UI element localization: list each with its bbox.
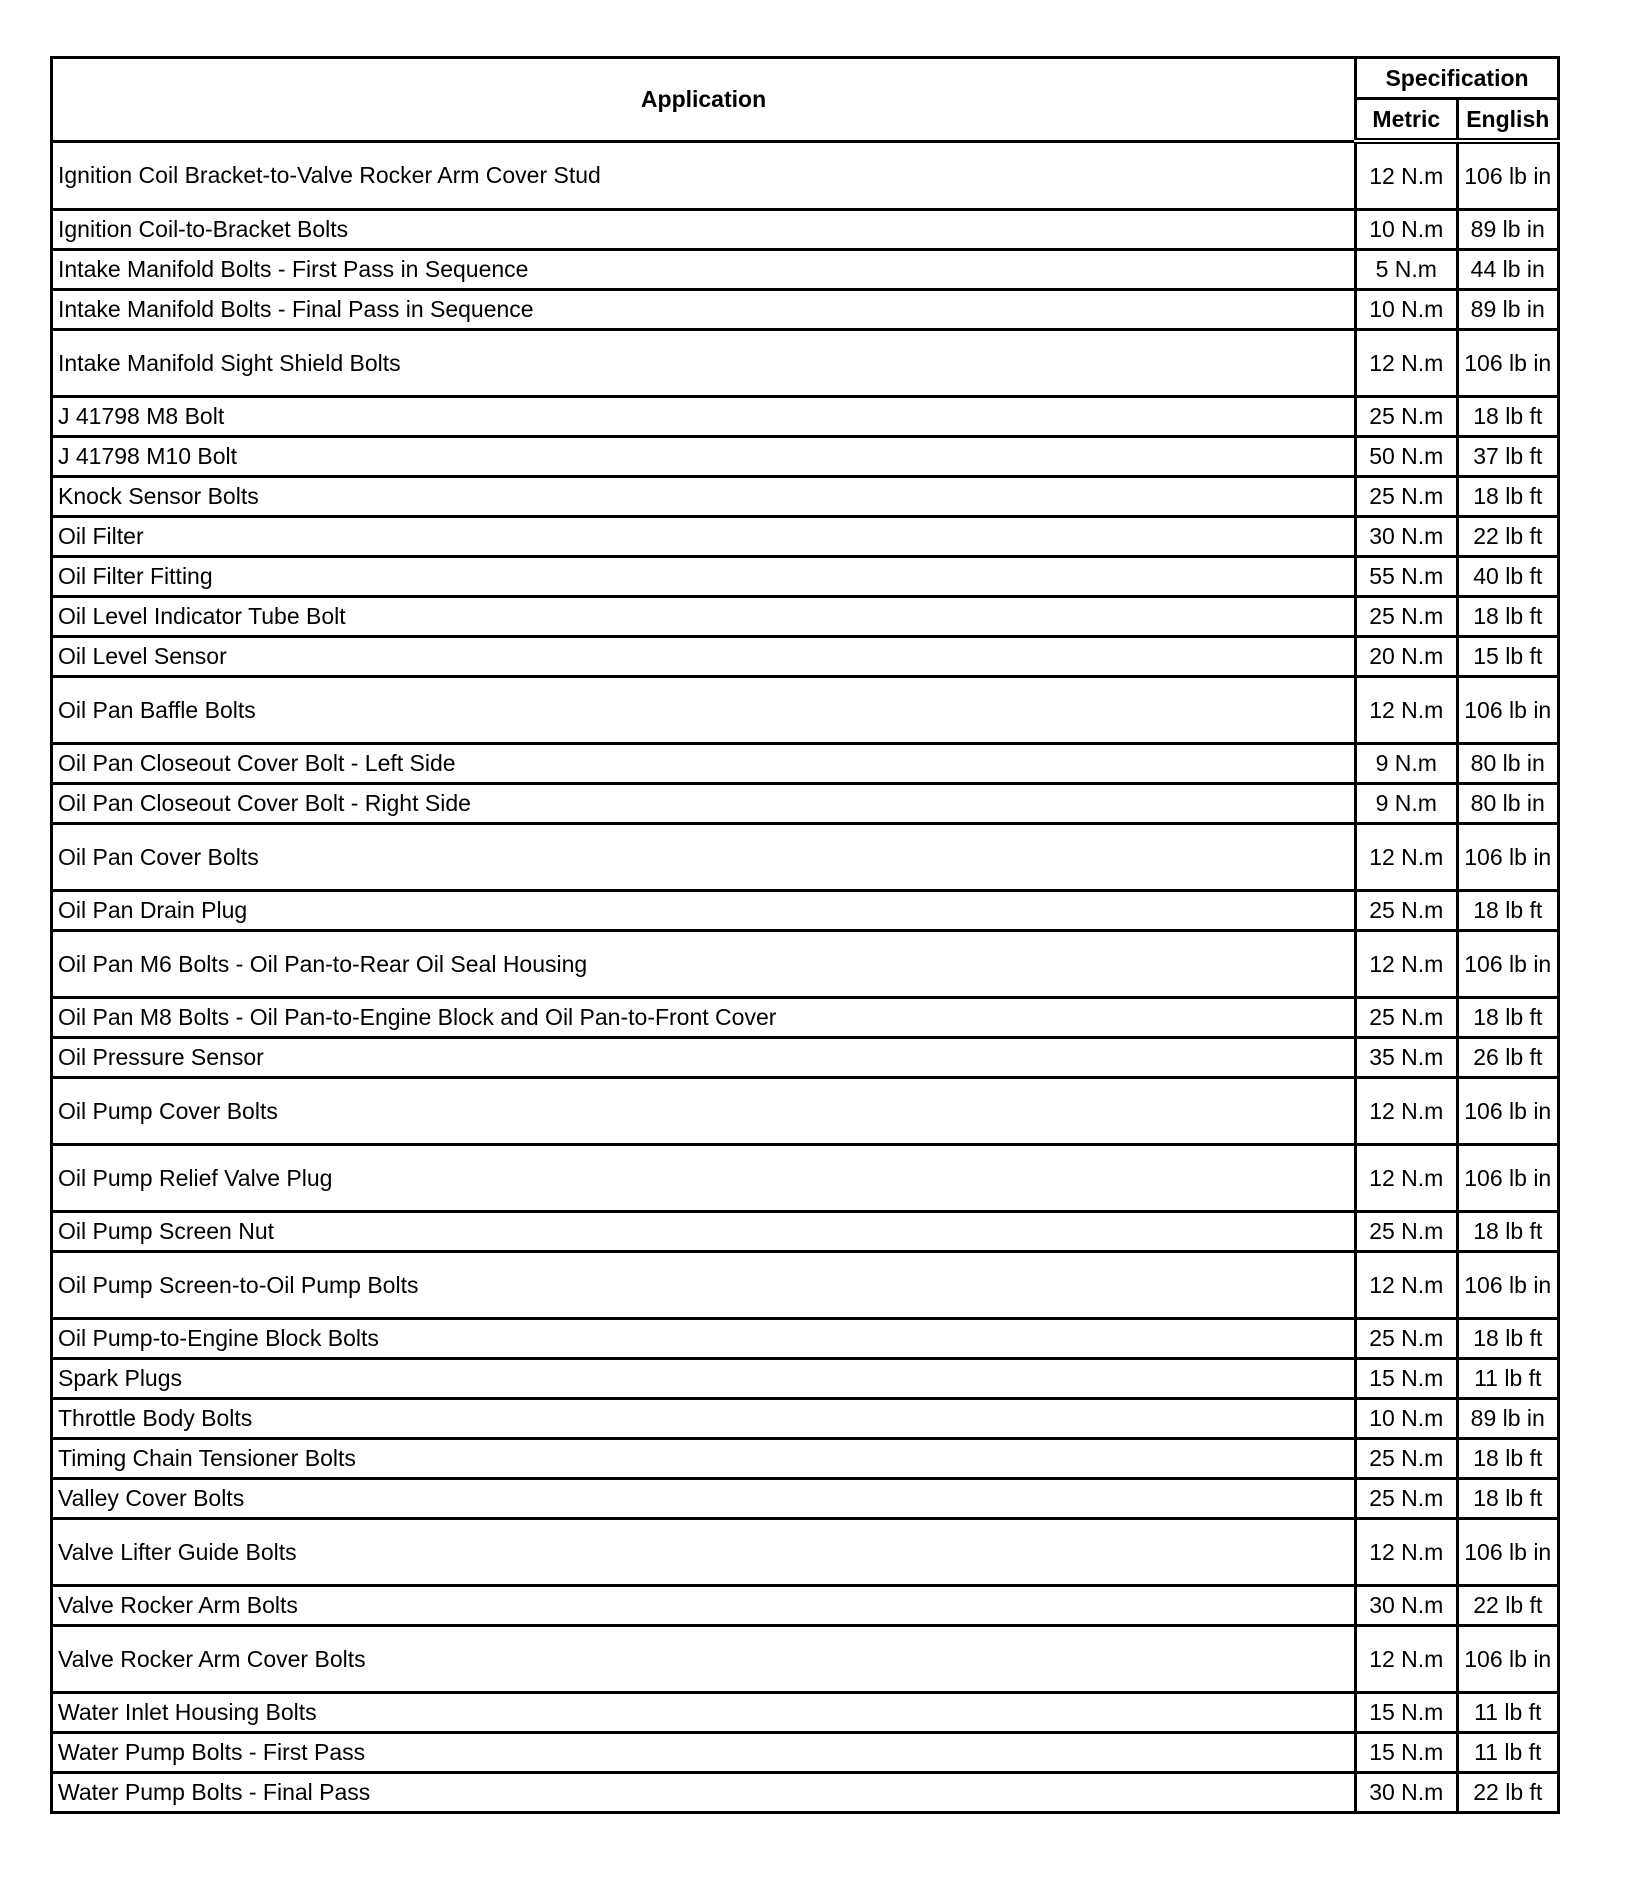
metric-cell: 25 N.m — [1356, 1319, 1457, 1359]
english-cell: 18 lb ft — [1457, 1212, 1558, 1252]
application-cell: Valley Cover Bolts — [52, 1479, 1356, 1519]
english-cell: 22 lb ft — [1457, 1773, 1558, 1813]
application-cell: Oil Filter Fitting — [52, 557, 1356, 597]
application-cell: Valve Rocker Arm Bolts — [52, 1586, 1356, 1626]
metric-cell: 12 N.m — [1356, 1145, 1457, 1212]
application-cell: Ignition Coil-to-Bracket Bolts — [52, 210, 1356, 250]
metric-cell: 20 N.m — [1356, 637, 1457, 677]
application-cell: Throttle Body Bolts — [52, 1399, 1356, 1439]
metric-cell: 25 N.m — [1356, 1479, 1457, 1519]
english-cell: 80 lb in — [1457, 784, 1558, 824]
english-cell: 37 lb ft — [1457, 437, 1558, 477]
english-cell: 26 lb ft — [1457, 1038, 1558, 1078]
english-cell: 106 lb in — [1457, 330, 1558, 397]
table-row — [52, 1693, 1559, 1733]
table-row — [52, 931, 1559, 998]
english-cell: 11 lb ft — [1457, 1733, 1558, 1773]
english-cell: 18 lb ft — [1457, 477, 1558, 517]
english-cell: 15 lb ft — [1457, 637, 1558, 677]
table-row — [52, 517, 1559, 557]
metric-cell: 25 N.m — [1356, 597, 1457, 637]
metric-cell: 25 N.m — [1356, 1439, 1457, 1479]
english-cell: 106 lb in — [1457, 1145, 1558, 1212]
table-row — [52, 597, 1559, 637]
application-cell: Oil Pan Cover Bolts — [52, 824, 1356, 891]
table-row — [52, 1145, 1559, 1212]
metric-cell: 12 N.m — [1356, 1078, 1457, 1145]
metric-cell: 12 N.m — [1356, 1252, 1457, 1319]
table-row — [52, 1359, 1559, 1399]
application-cell: Oil Pump Screen-to-Oil Pump Bolts — [52, 1252, 1356, 1319]
application-cell: Water Pump Bolts - Final Pass — [52, 1773, 1356, 1813]
table-row — [52, 1212, 1559, 1252]
english-cell: 18 lb ft — [1457, 1479, 1558, 1519]
table-row — [52, 1773, 1559, 1813]
metric-cell: 15 N.m — [1356, 1359, 1457, 1399]
application-cell: Oil Pressure Sensor — [52, 1038, 1356, 1078]
table-row — [52, 1439, 1559, 1479]
english-cell: 106 lb in — [1457, 1519, 1558, 1586]
table-row — [52, 250, 1559, 290]
metric-cell: 12 N.m — [1356, 931, 1457, 998]
english-cell: 80 lb in — [1457, 744, 1558, 784]
metric-cell: 10 N.m — [1356, 290, 1457, 330]
application-cell: Ignition Coil Bracket-to-Valve Rocker Arm Cover Stud — [52, 141, 1356, 210]
application-cell: Intake Manifold Bolts - Final Pass in Sequence — [52, 290, 1356, 330]
metric-cell: 10 N.m — [1356, 1399, 1457, 1439]
english-cell: 106 lb in — [1457, 677, 1558, 744]
torque-spec-table — [50, 56, 1560, 1814]
metric-cell: 15 N.m — [1356, 1693, 1457, 1733]
application-cell: Water Pump Bolts - First Pass — [52, 1733, 1356, 1773]
application-cell: J 41798 M10 Bolt — [52, 437, 1356, 477]
table-row — [52, 891, 1559, 931]
metric-cell: 55 N.m — [1356, 557, 1457, 597]
english-cell: 11 lb ft — [1457, 1359, 1558, 1399]
application-cell: Oil Pan Closeout Cover Bolt - Left Side — [52, 744, 1356, 784]
metric-cell: 30 N.m — [1356, 1773, 1457, 1813]
table-row — [52, 210, 1559, 250]
table-row — [52, 784, 1559, 824]
application-cell: Timing Chain Tensioner Bolts — [52, 1439, 1356, 1479]
application-cell: Oil Filter — [52, 517, 1356, 557]
english-cell: 106 lb in — [1457, 824, 1558, 891]
metric-cell: 9 N.m — [1356, 744, 1457, 784]
metric-cell: 50 N.m — [1356, 437, 1457, 477]
metric-cell: 9 N.m — [1356, 784, 1457, 824]
metric-cell: 25 N.m — [1356, 998, 1457, 1038]
application-cell: Knock Sensor Bolts — [52, 477, 1356, 517]
english-cell: 106 lb in — [1457, 931, 1558, 998]
table-row — [52, 330, 1559, 397]
english-cell: 89 lb in — [1457, 210, 1558, 250]
metric-cell: 25 N.m — [1356, 397, 1457, 437]
metric-cell: 12 N.m — [1356, 141, 1457, 210]
application-cell: Oil Pump Cover Bolts — [52, 1078, 1356, 1145]
application-cell: Valve Lifter Guide Bolts — [52, 1519, 1356, 1586]
table-row — [52, 1319, 1559, 1359]
table-row — [52, 1586, 1559, 1626]
metric-cell: 10 N.m — [1356, 210, 1457, 250]
table-row — [52, 1519, 1559, 1586]
english-cell: 18 lb ft — [1457, 891, 1558, 931]
english-cell: 106 lb in — [1457, 1626, 1558, 1693]
application-cell: Valve Rocker Arm Cover Bolts — [52, 1626, 1356, 1693]
table-row — [52, 477, 1559, 517]
metric-cell: 12 N.m — [1356, 1626, 1457, 1693]
english-cell: 18 lb ft — [1457, 397, 1558, 437]
header-metric: Metric — [1356, 99, 1457, 142]
english-cell: 89 lb in — [1457, 290, 1558, 330]
metric-cell: 30 N.m — [1356, 517, 1457, 557]
table-row — [52, 1626, 1559, 1693]
metric-cell: 12 N.m — [1356, 677, 1457, 744]
header-application: Application — [52, 58, 1356, 142]
table-row — [52, 824, 1559, 891]
table-row — [52, 1399, 1559, 1439]
english-cell: 18 lb ft — [1457, 597, 1558, 637]
english-cell: 22 lb ft — [1457, 1586, 1558, 1626]
table-row — [52, 1733, 1559, 1773]
application-cell: Oil Pump-to-Engine Block Bolts — [52, 1319, 1356, 1359]
table-row — [52, 1252, 1559, 1319]
english-cell: 89 lb in — [1457, 1399, 1558, 1439]
table-row — [52, 397, 1559, 437]
table-row — [52, 1038, 1559, 1078]
english-cell: 18 lb ft — [1457, 1439, 1558, 1479]
metric-cell: 12 N.m — [1356, 1519, 1457, 1586]
table-row — [52, 744, 1559, 784]
english-cell: 40 lb ft — [1457, 557, 1558, 597]
application-cell: Intake Manifold Sight Shield Bolts — [52, 330, 1356, 397]
metric-cell: 30 N.m — [1356, 1586, 1457, 1626]
application-cell: J 41798 M8 Bolt — [52, 397, 1356, 437]
application-cell: Intake Manifold Bolts - First Pass in Sequence — [52, 250, 1356, 290]
application-cell: Water Inlet Housing Bolts — [52, 1693, 1356, 1733]
metric-cell: 5 N.m — [1356, 250, 1457, 290]
metric-cell: 35 N.m — [1356, 1038, 1457, 1078]
english-cell: 106 lb in — [1457, 1252, 1558, 1319]
table-row — [52, 437, 1559, 477]
application-cell: Spark Plugs — [52, 1359, 1356, 1399]
application-cell: Oil Level Indicator Tube Bolt — [52, 597, 1356, 637]
metric-cell: 12 N.m — [1356, 824, 1457, 891]
application-cell: Oil Pan Closeout Cover Bolt - Right Side — [52, 784, 1356, 824]
application-cell: Oil Pump Screen Nut — [52, 1212, 1356, 1252]
table-row — [52, 1078, 1559, 1145]
table-row — [52, 557, 1559, 597]
table-row — [52, 637, 1559, 677]
table-row — [52, 1479, 1559, 1519]
table-row — [52, 998, 1559, 1038]
metric-cell: 12 N.m — [1356, 330, 1457, 397]
english-cell: 18 lb ft — [1457, 1319, 1558, 1359]
english-cell: 106 lb in — [1457, 141, 1558, 210]
table-row — [52, 677, 1559, 744]
application-cell: Oil Pan M6 Bolts - Oil Pan-to-Rear Oil Seal Housing — [52, 931, 1356, 998]
table-row — [52, 290, 1559, 330]
application-cell: Oil Pan M8 Bolts - Oil Pan-to-Engine Block and Oil Pan-to-Front Cover — [52, 998, 1356, 1038]
english-cell: 44 lb in — [1457, 250, 1558, 290]
metric-cell: 25 N.m — [1356, 891, 1457, 931]
application-cell: Oil Level Sensor — [52, 637, 1356, 677]
header-specification: Specification — [1356, 58, 1559, 99]
english-cell: 106 lb in — [1457, 1078, 1558, 1145]
metric-cell: 25 N.m — [1356, 1212, 1457, 1252]
header-english: English — [1457, 99, 1558, 142]
english-cell: 22 lb ft — [1457, 517, 1558, 557]
application-cell: Oil Pump Relief Valve Plug — [52, 1145, 1356, 1212]
english-cell: 11 lb ft — [1457, 1693, 1558, 1733]
application-cell: Oil Pan Drain Plug — [52, 891, 1356, 931]
metric-cell: 15 N.m — [1356, 1733, 1457, 1773]
application-cell: Oil Pan Baffle Bolts — [52, 677, 1356, 744]
table-row — [52, 141, 1559, 210]
metric-cell: 25 N.m — [1356, 477, 1457, 517]
english-cell: 18 lb ft — [1457, 998, 1558, 1038]
